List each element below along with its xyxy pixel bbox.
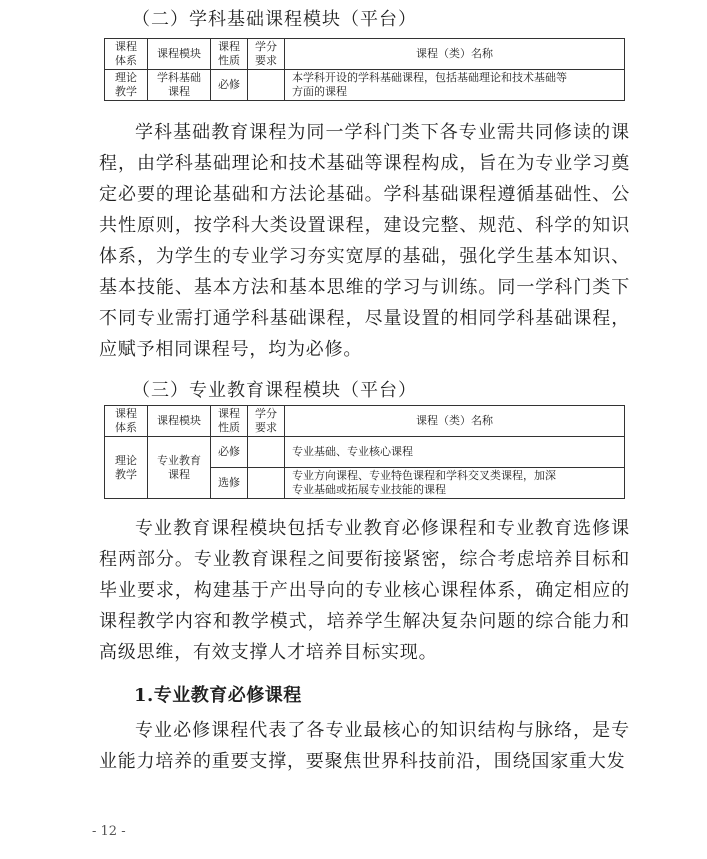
cell-course-name: 专业基础、专业核心课程 <box>285 437 625 468</box>
cell-course-name: 专业方向课程、专业特色课程和学科交叉类课程，加深 专业基础或拓展专业技能的课程 <box>285 468 625 499</box>
header-course-name: 课程（类）名称 <box>285 406 625 437</box>
cell-course-module: 专业教育 课程 <box>148 437 211 499</box>
subject-foundation-course-table <box>104 38 625 101</box>
header-course-system: 课程 体系 <box>105 406 148 437</box>
cell-course-module: 学科基础 课程 <box>148 70 211 101</box>
header-course-module: 课程模块 <box>148 406 211 437</box>
header-course-system: 课程 体系 <box>105 39 148 70</box>
cell-course-system: 理论 教学 <box>105 437 148 499</box>
header-course-nature: 课程 性质 <box>211 406 248 437</box>
page-number: - 12 - <box>92 824 126 839</box>
table-row <box>105 437 625 468</box>
table-header-row <box>105 39 625 70</box>
header-course-nature: 课程 性质 <box>211 39 248 70</box>
header-course-module: 课程模块 <box>148 39 211 70</box>
cell-credit-requirement <box>248 468 285 499</box>
header-course-name: 课程（类）名称 <box>285 39 625 70</box>
cell-credit-requirement <box>248 437 285 468</box>
subsection-heading-required-courses: 1.专业教育必修课程 <box>134 685 302 706</box>
cell-course-system: 理论 教学 <box>105 70 148 101</box>
section-heading-subject-foundation: （二）学科基础课程模块（平台） <box>132 9 417 30</box>
table-row <box>105 70 625 101</box>
cell-course-name: 本学科开设的学科基础课程，包括基础理论和技术基础等 方面的课程 <box>285 70 625 101</box>
section-heading-professional-education: （三）专业教育课程模块（平台） <box>132 380 417 401</box>
professional-education-course-table <box>104 405 625 499</box>
cell-course-nature: 必修 <box>211 70 248 101</box>
cell-credit-requirement <box>248 70 285 101</box>
cell-course-nature: 选修 <box>211 468 248 499</box>
header-credit-requirement: 学分 要求 <box>248 39 285 70</box>
required-courses-paragraph: 专业必修课程代表了各专业最核心的知识结构与脉络，是专业能力培养的重要支撑，要聚焦世界科技前沿，围绕国家重大发 <box>99 720 630 772</box>
professional-education-paragraph: 专业教育课程模块包括专业教育必修课程和专业教育选修课程两部分。专业教育课程之间要衔接紧密，综合考虑培养目标和毕业要求，构建基于产出导向的专业核心课程体系，确定相应的课程教学内容和教学模式，培养学生解决复杂问题的综合能力和高级思维，有效支撑人才培养目标实现。 <box>99 518 630 663</box>
header-credit-requirement: 学分 要求 <box>248 406 285 437</box>
cell-course-nature: 必修 <box>211 437 248 468</box>
subject-foundation-paragraph: 学科基础教育课程为同一学科门类下各专业需共同修读的课程，由学科基础理论和技术基础等课程构成，旨在为专业学习奠定必要的理论基础和方法论基础。学科基础课程遵循基础性、公共性原则，按学科大类设置课程，建设完整、规范、科学的知识体系，为学生的专业学习夯实宽厚的基础，强化学生基本知识、基本技能、基本方法和基本思维的学习与训练。同一学科门类下不同专业需打通学科基础课程，尽量设置的相同学科基础课程，应赋予相同课程号，均为必修。 <box>99 122 630 360</box>
table-header-row <box>105 406 625 437</box>
